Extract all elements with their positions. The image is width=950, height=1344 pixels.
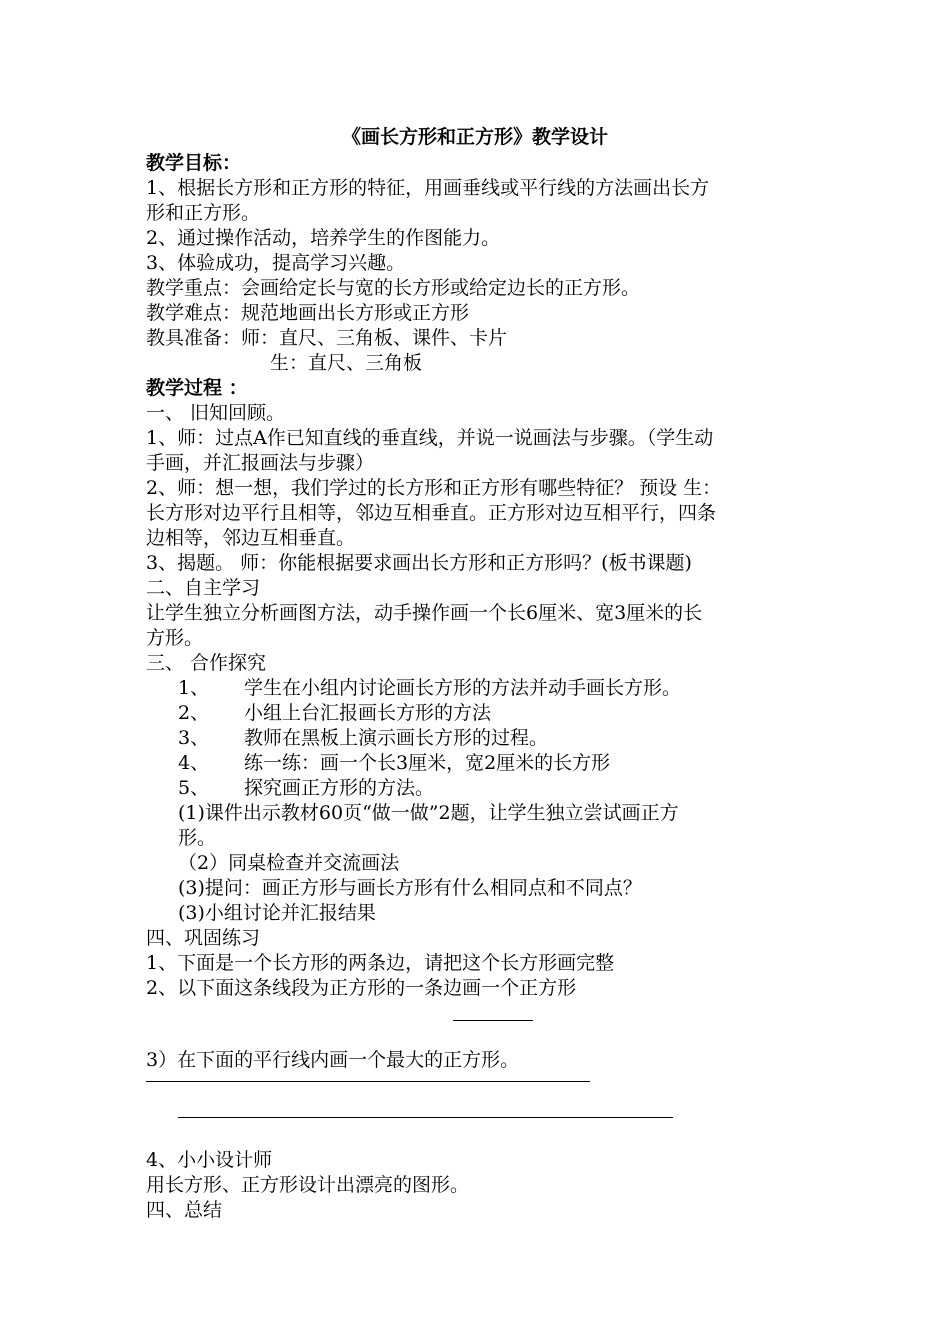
objective-1: 1、根据长方形和正方形的特征，用画垂线或平行线的方法画出长方 [146,177,710,199]
sub-item-1-cont: 形。 [178,827,217,849]
step-item [178,676,681,701]
objective-1-cont: 形和正方形。 [146,202,261,224]
section-2-text-cont: 方形。 [146,627,204,649]
sub-item-4: (3)小组讨论并汇报结果 [178,902,376,924]
step-item [178,726,548,751]
sub-item-2: （2）同桌检查并交流画法 [178,852,400,874]
exercise-4: 4、小小设计师 [146,1149,273,1171]
step-number: 2、 [178,702,210,724]
teaching-difficulty: 教学难点：规范地画出长方形或正方形 [146,302,470,324]
step-number: 4、 [178,752,210,774]
square-side-segment [453,1020,533,1021]
parallel-line-top [146,1081,590,1082]
section-1-item-2-cont2: 边相等，邻边互相垂直。 [146,527,356,549]
exercise-3: 3）在下面的平行线内画一个最大的正方形。 [146,1049,520,1071]
section-4-heading: 四、巩固练习 [146,927,261,949]
step-number: 5、 [178,777,210,799]
objective-3: 3、体验成功，提高学习兴趣。 [146,252,406,274]
section-2-heading: 二、自主学习 [146,577,261,599]
sub-item-1: (1)课件出示教材60页“做一做”2题，让学生独立尝试画正方 [178,802,679,824]
summary-heading: 四、总结 [146,1199,223,1221]
section-1-item-2-cont: 长方形对边平行且相等，邻边互相垂直。正方形对边互相平行，四条 [146,502,717,524]
exercise-2: 2、以下面这条线段为正方形的一条边画一个正方形 [146,977,577,999]
exercise-1: 1、下面是一个长方形的两条边，请把这个长方形画完整 [146,952,615,974]
objectives-heading: 教学目标： [146,152,242,174]
step-text: 练一练：画一个长3厘米，宽2厘米的长方形 [244,752,611,774]
step-number: 1、 [178,677,210,699]
tools-teacher: 教具准备：师：直尺、三角板、课件、卡片 [146,327,508,349]
objective-2: 2、通过操作活动，培养学生的作图能力。 [146,227,501,249]
step-text: 小组上台汇报画长方形的方法 [244,702,492,724]
parallel-line-bottom [178,1117,673,1118]
section-1-item-2: 2、师：想一想，我们学过的长方形和正方形有哪些特征？ 预设 生： [146,477,722,499]
step-item [178,701,491,726]
section-1-item-1-cont: 手画，并汇报画法与步骤） [146,452,375,474]
step-number: 3、 [178,727,210,749]
step-text: 教师在黑板上演示画长方形的过程。 [244,727,549,749]
step-item [178,776,434,801]
section-1-item-1: 1、师：过点A作已知直线的垂直线，并说一说画法与步骤。（学生动 [146,427,714,449]
sub-item-3: (3)提问：画正方形与画长方形有什么相同点和不同点？ [178,877,642,899]
section-1-item-3: 3、揭题。 师：你能根据要求画出长方形和正方形吗？(板书课题) [146,552,692,574]
teaching-focus: 教学重点：会画给定长与宽的长方形或给定边长的正方形。 [146,277,641,299]
section-2-text: 让学生独立分析画图方法，动手操作画一个长6厘米、宽3厘米的长 [146,602,703,624]
step-item [178,751,610,776]
process-heading: 教学过程 ： [146,377,248,399]
section-1-heading: 一、 旧知回顾。 [146,402,286,424]
section-3-heading: 三、 合作探究 [146,652,267,674]
document-title: 《画长方形和正方形》教学设计 [341,126,608,148]
step-text: 学生在小组内讨论画长方形的方法并动手画长方形。 [244,677,682,699]
exercise-4-text: 用长方形、正方形设计出漂亮的图形。 [146,1174,470,1196]
tools-student: 生：直尺、三角板 [270,352,423,374]
step-text: 探究画正方形的方法。 [244,777,435,799]
